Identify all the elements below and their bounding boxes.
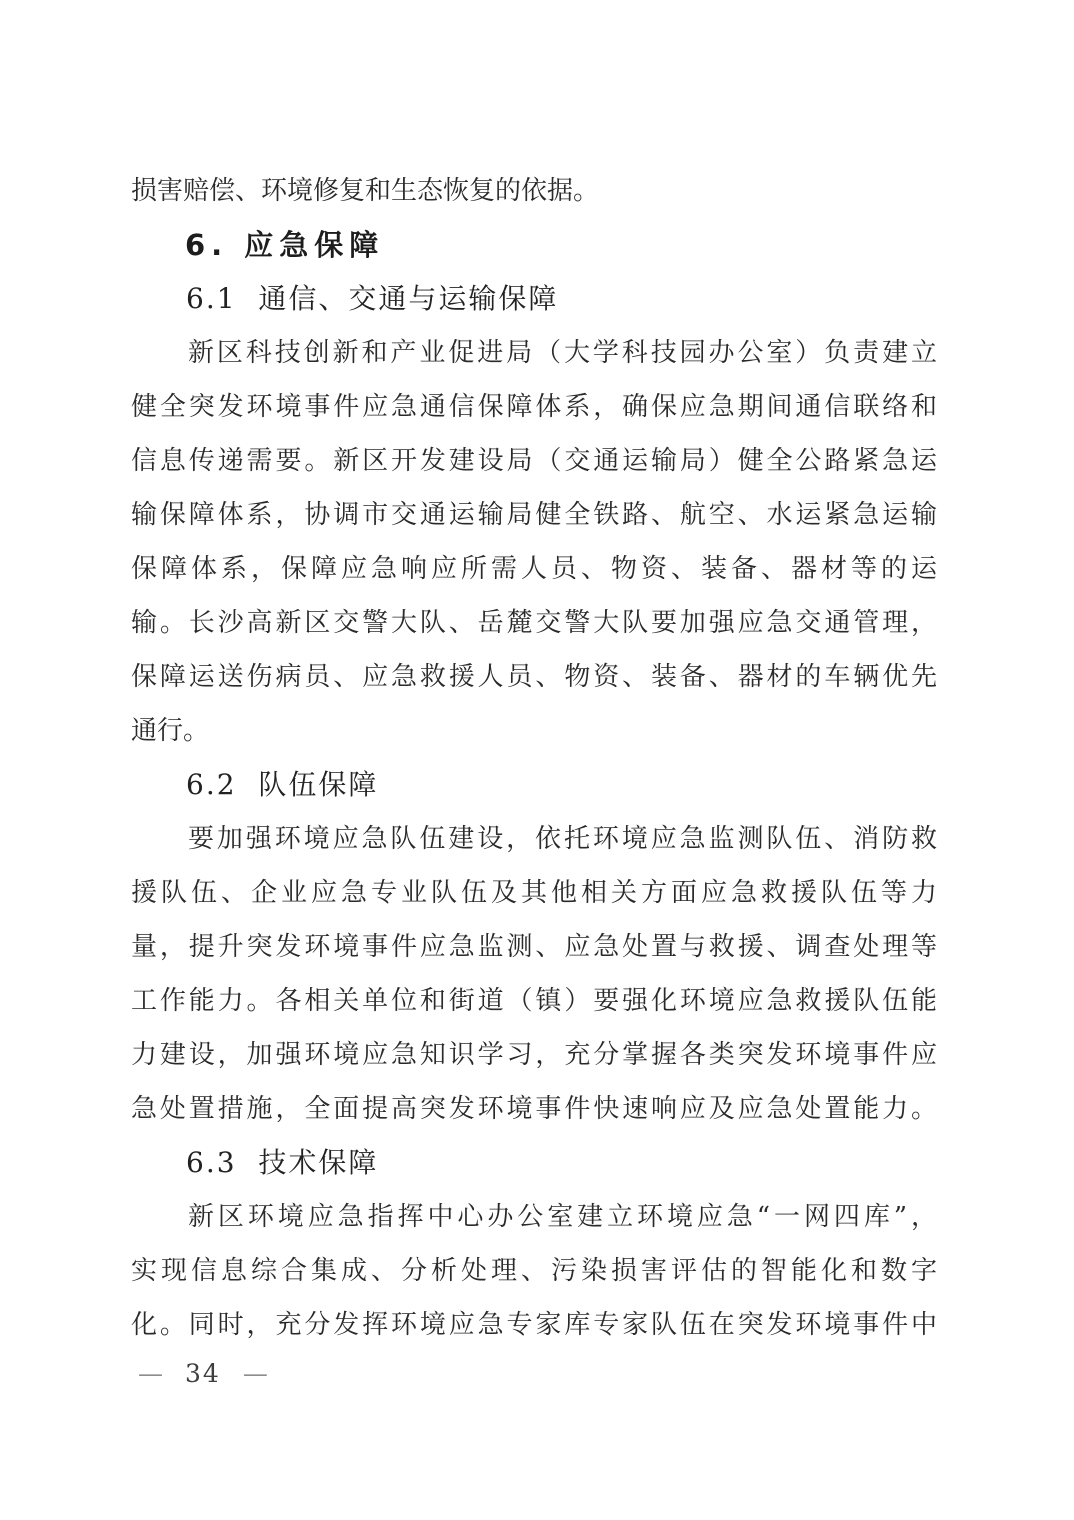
footer-left-dash: — bbox=[138, 1359, 163, 1388]
paragraph-line: 新区科技创新和产业促进局（大学科技园办公室）负责建立 bbox=[188, 338, 937, 368]
paragraph-line: 健全突发环境事件应急通信保障体系，确保应急期间通信联络和 bbox=[131, 392, 937, 422]
paragraph-line: 信息传递需要。新区开发建设局（交通运输局）健全公路紧急运 bbox=[131, 446, 937, 476]
paragraph-line: 输。长沙高新区交警大队、岳麓交警大队要加强应急交通管理， bbox=[131, 608, 937, 638]
paragraph-line: 新区环境应急指挥中心办公室建立环境应急“一网四库”， bbox=[188, 1202, 937, 1232]
paragraph-line: 通行。 bbox=[131, 716, 210, 746]
paragraph-line: 保障运送伤病员、应急救援人员、物资、装备、器材的车辆优先 bbox=[131, 662, 937, 692]
paragraph-line: 力建设，加强环境应急知识学习，充分掌握各类突发环境事件应 bbox=[131, 1040, 937, 1070]
subsection-heading: 6.3 技术保障 bbox=[186, 1146, 379, 1179]
paragraph-line: 输保障体系，协调市交通运输局健全铁路、航空、水运紧急运输 bbox=[131, 500, 937, 530]
page-number: 34 bbox=[185, 1359, 221, 1388]
paragraph-line: 工作能力。各相关单位和街道（镇）要强化环境应急救援队伍能 bbox=[131, 986, 937, 1016]
paragraph-line: 保障体系，保障应急响应所需人员、物资、装备、器材等的运 bbox=[131, 554, 937, 584]
footer-right-dash: — bbox=[242, 1359, 268, 1388]
page-footer bbox=[138, 1358, 268, 1390]
paragraph-line: 急处置措施，全面提高突发环境事件快速响应及应急处置能力。 bbox=[131, 1094, 937, 1124]
paragraph-line: 量，提升突发环境事件应急监测、应急处置与救援、调查处理等 bbox=[131, 932, 937, 962]
subsection-heading: 6.1 通信、交通与运输保障 bbox=[186, 282, 559, 315]
paragraph-line: 援队伍、企业应急专业队伍及其他相关方面应急救援队伍等力 bbox=[131, 878, 937, 908]
paragraph-line: 损害赔偿、环境修复和生态恢复的依据。 bbox=[131, 176, 600, 206]
section-heading: 6. 应急保障 bbox=[185, 228, 385, 262]
paragraph-line: 要加强环境应急队伍建设，依托环境应急监测队伍、消防救 bbox=[188, 824, 937, 854]
subsection-heading: 6.2 队伍保障 bbox=[186, 768, 379, 801]
paragraph-line: 化。同时，充分发挥环境应急专家库专家队伍在突发环境事件中 bbox=[131, 1310, 937, 1340]
paragraph-line: 实现信息综合集成、分析处理、污染损害评估的智能化和数字 bbox=[131, 1256, 937, 1286]
text-block bbox=[131, 164, 937, 1352]
